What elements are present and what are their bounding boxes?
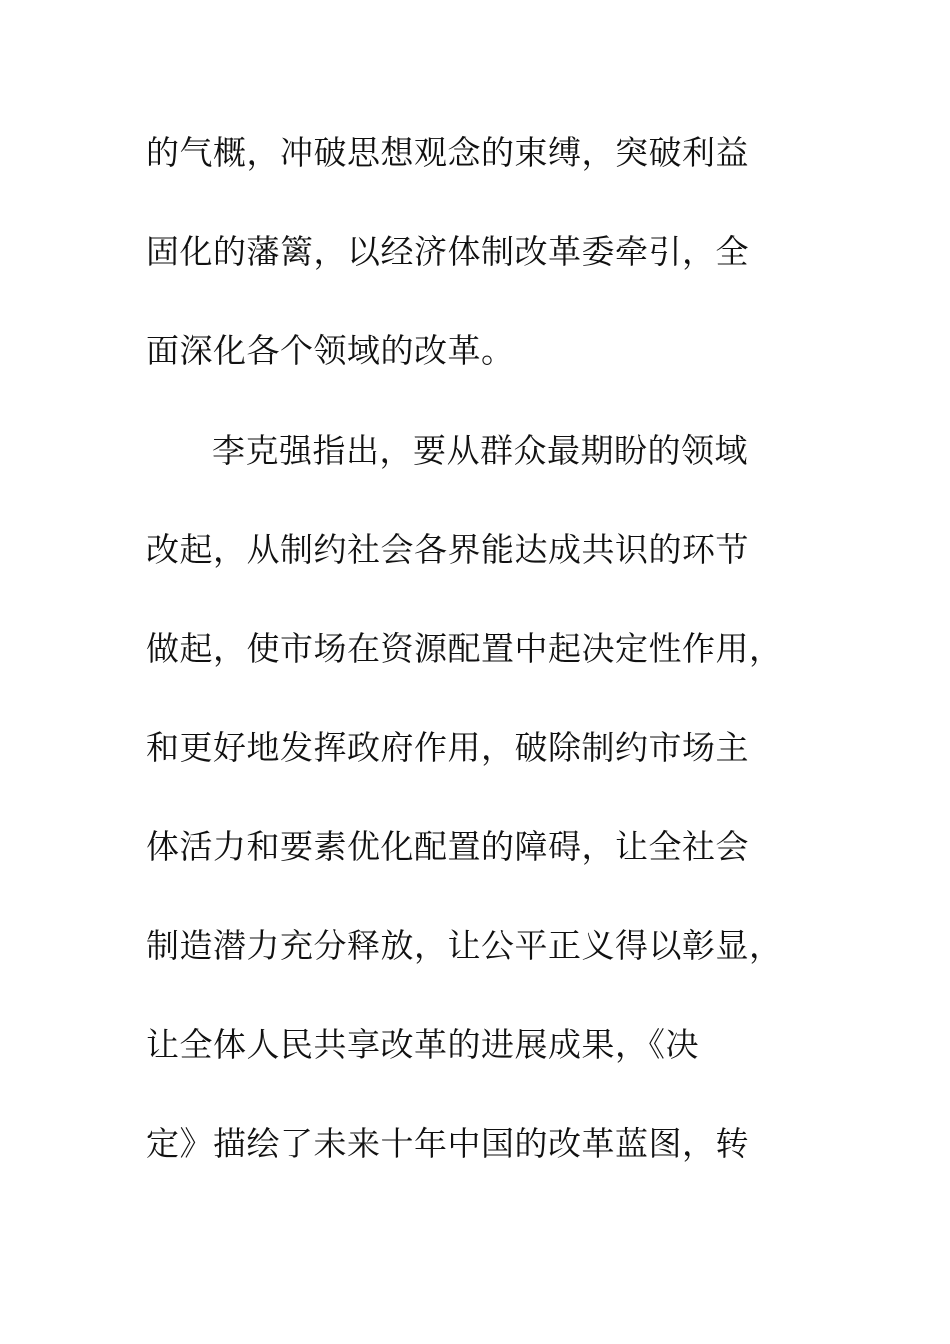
text-line: 固化的藩篱，以经济体制改革委牵引，全	[146, 232, 749, 271]
text-line: 改起，从制约社会各界能达成共识的环节	[146, 530, 749, 569]
text-line: 和更好地发挥政府作用，破除制约市场主	[146, 728, 749, 767]
text-line: 制造潜力充分释放，让公平正义得以彰显，	[146, 926, 783, 965]
text-line: 定》描绘了未来十年中国的改革蓝图，转	[146, 1124, 749, 1163]
text-line: 的气概，冲破思想观念的束缚，突破利益	[146, 133, 749, 172]
text-line: 面深化各个领域的改革。	[146, 331, 515, 370]
text-line: 让全体人民共享改革的进展成果，《决	[146, 1025, 699, 1064]
text-line: 做起，使市场在资源配置中起决定性作用，	[146, 629, 783, 668]
text-line: 体活力和要素优化配置的障碍，让全社会	[146, 827, 749, 866]
text-line: 李克强指出，要从群众最期盼的领域	[212, 431, 748, 470]
